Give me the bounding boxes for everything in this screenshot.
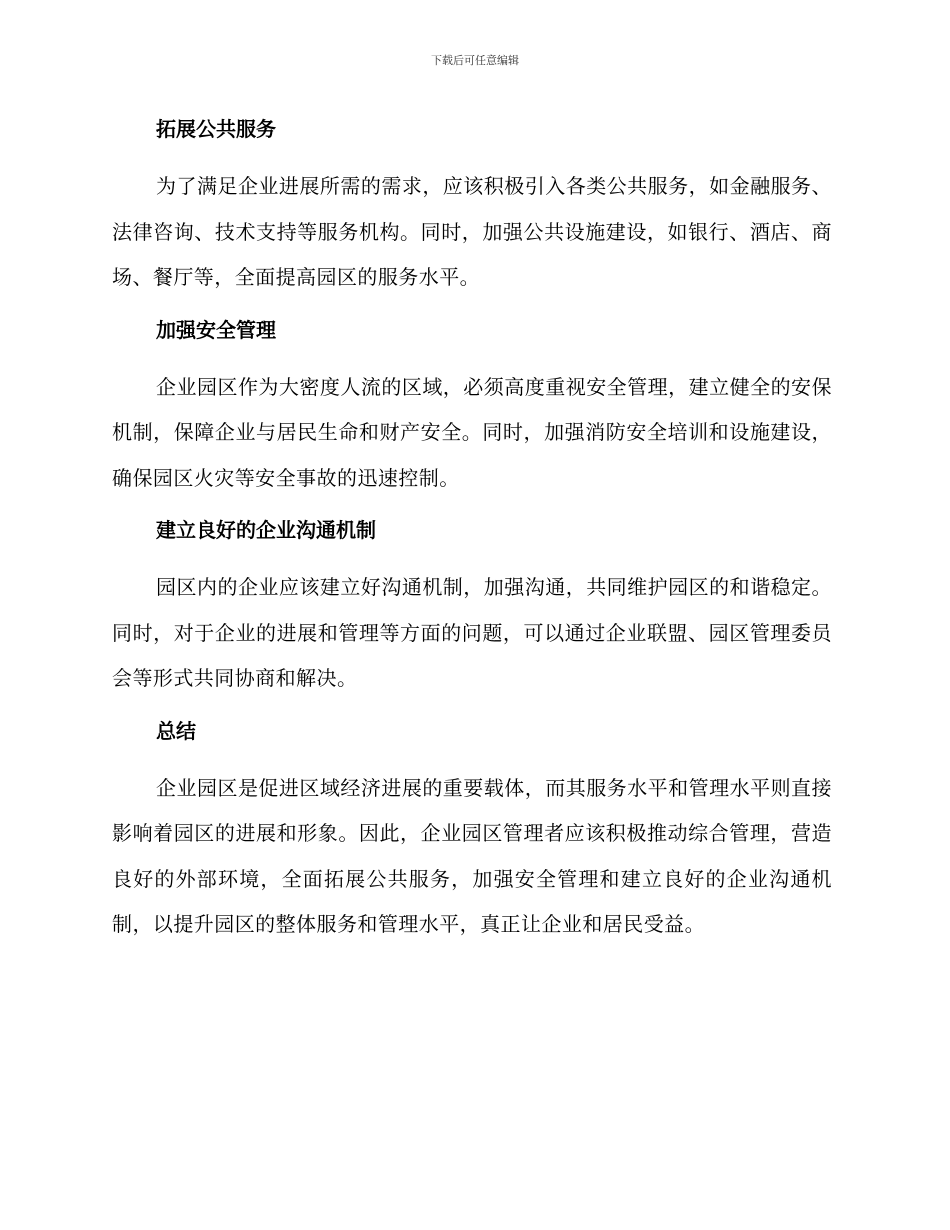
section-title-communication-mechanism: 建立良好的企业沟通机制: [156, 518, 376, 542]
section-title-summary: 总结: [156, 718, 196, 743]
section-title-safety-management: 加强安全管理: [156, 317, 276, 342]
section-body-summary: 企业园区是促进区域经济进展的重要载体，而其服务水平和管理水平则直接影响着园区的进展和形象。因此，企业园区管理者应该积极推动综合管理，营造良好的外部环境，全面拓展公共服务，加强安全管理和建立良好的企业沟通机制，以提升园区的整体服务和管理水平，真正让企业和居民受益。: [112, 775, 832, 936]
section-body-public-services: 为了满足企业进展所需的需求，应该积极引入各类公共服务，如金融服务、法律咨询、技术支持等服务机构。同时，加强公共设施建设，如银行、酒店、商场、餐厅等，全面提高园区的服务水平。: [112, 174, 832, 289]
header-note: 下载后可任意编辑: [431, 54, 519, 67]
section-body-safety-management: 企业园区作为大密度人流的区域，必须高度重视安全管理，建立健全的安保机制，保障企业与居民生命和财产安全。同时，加强消防安全培训和设施建设，确保园区火灾等安全事故的迅速控制。: [112, 374, 832, 490]
document-content: [112, 110, 832, 960]
section-title-public-services: 拓展公共服务: [156, 117, 276, 141]
section-body-communication-mechanism: 园区内的企业应该建立好沟通机制，加强沟通，共同维护园区的和谐稳定。同时，对于企业的进展和管理等方面的问题，可以通过企业联盟、园区管理委员会等形式共同协商和解决。: [112, 575, 832, 690]
